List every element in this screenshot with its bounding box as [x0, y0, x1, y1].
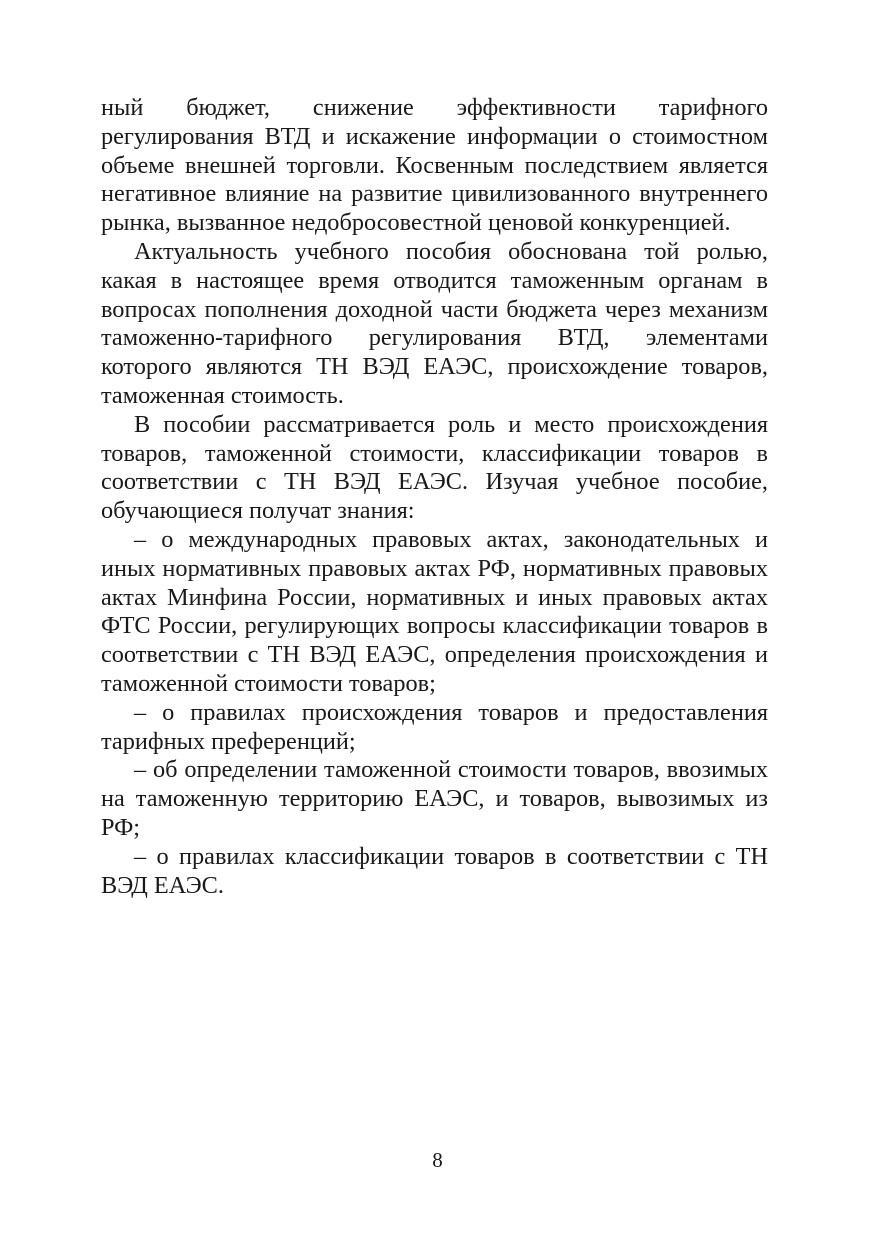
page-number: 8 [432, 1148, 443, 1172]
paragraph-continuation: ный бюджет, снижение эффективности тарифного регулирования ВТД и искажение информации о стоимостном объеме внешней торговли. Косвенным последствием является негативное влияние на развитие цивилизованного внутреннего рынка, вызванное недобросовестной ценовой конкуренцией. [101, 94, 768, 237]
list-item-customs-value: – об определении таможенной стоимости товаров, ввозимых на таможенную территорию ЕАЭС, и товаров, вывозимых из РФ; [101, 756, 768, 841]
list-item-legal-acts: – о международных правовых актах, законодательных и иных нормативных правовых актах РФ, нормативных правовых актах Минфина России, нормативных и иных правовых актах ФТС России, регулирующих вопросы классификации товаров в соответствии с ТН ВЭД ЕАЭС, определения происхождения и таможенной стоимости товаров; [101, 525, 768, 697]
body-text [101, 94, 768, 900]
list-item-origin-rules: – о правилах происхождения товаров и предоставления тарифных преференций; [101, 698, 768, 755]
paragraph-relevance: Актуальность учебного пособия обоснована той ролью, какая в настоящее время отводится таможенным органам в вопросах пополнения доходной части бюджета через механизм таможенно-тарифного регулирования ВТД, элементами которого являются ТН ВЭД ЕАЭС, происхождение товаров, таможенная стоимость. [101, 237, 768, 409]
list-item-classification: – о правилах классификации товаров в соответствии с ТН ВЭД ЕАЭС. [101, 842, 768, 899]
paragraph-scope: В пособии рассматривается роль и место происхождения товаров, таможенной стоимости, классификации товаров в соответствии с ТН ВЭД ЕАЭС. Изучая учебное пособие, обучающиеся получат знания: [101, 410, 768, 525]
